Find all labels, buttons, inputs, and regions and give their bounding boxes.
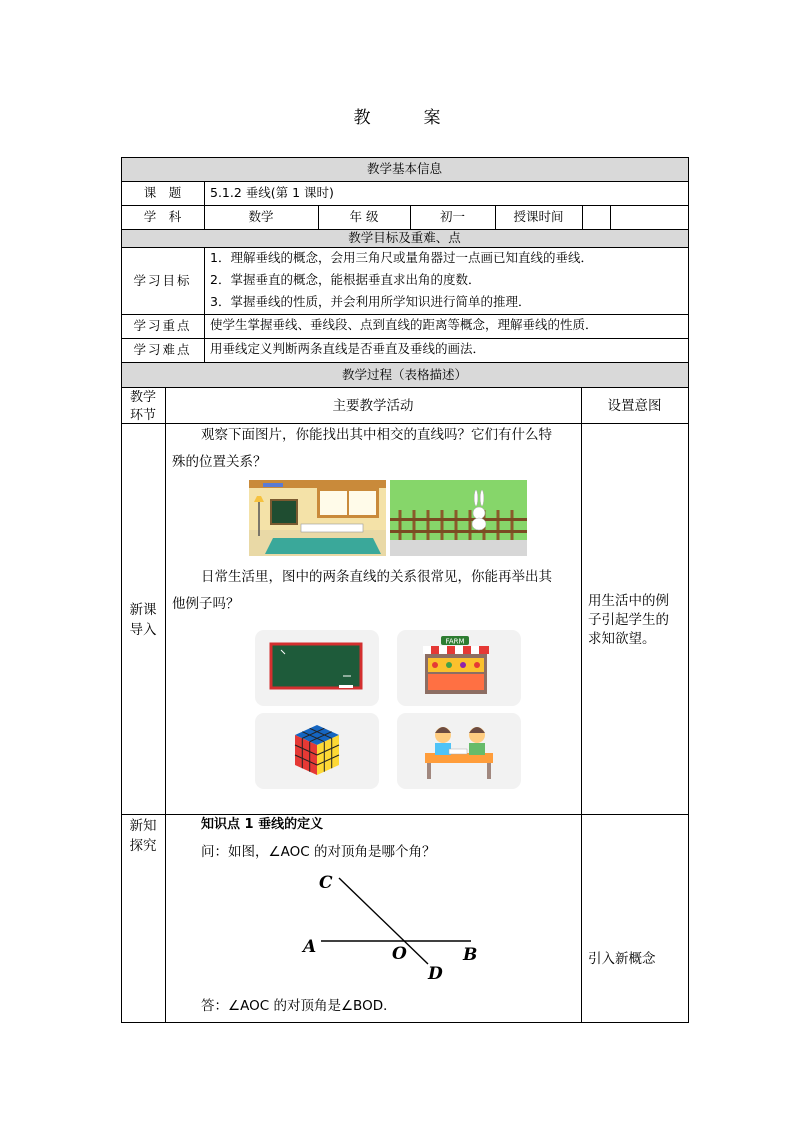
line-cd	[339, 878, 428, 964]
stage-line: 新知	[129, 818, 157, 834]
students-desk-card	[397, 713, 521, 789]
time-label: 授课时间	[513, 209, 564, 224]
blackboard-card	[255, 630, 379, 706]
intro-paragraph-2-line-2: 他例子吗？	[172, 596, 240, 612]
label-c: C	[319, 873, 333, 893]
subject-value: 数学	[248, 209, 274, 224]
stage-line: 新课	[129, 602, 157, 618]
col-stage-line: 环节	[129, 408, 156, 423]
basic-info-header: 教学基本信息	[366, 161, 442, 176]
intent-line: 求知欲望。	[588, 631, 656, 647]
angle-diagram	[295, 868, 495, 986]
farm-sign-text: FARM	[445, 637, 465, 646]
explore-answer: 答：∠AOC 的对顶角是∠BOD．	[201, 998, 397, 1014]
grade-value: 初一	[439, 209, 465, 224]
intro-paragraph-1-line-1: 观察下面图片，你能找出其中相交的直线吗？它们有什么特	[201, 427, 552, 443]
intent-line: 子引起学生的	[588, 612, 669, 628]
label-a: A	[303, 937, 317, 957]
rubiks-cube-card	[255, 713, 379, 789]
intro-paragraph-2-line-1: 日常生活里，图中的两条直线的关系很常见，你能再举出其	[201, 569, 552, 585]
classroom-illustration	[249, 480, 386, 556]
col-stage-line: 教学	[129, 390, 156, 405]
objective-item: 1．理解垂线的概念，会用三角尺或量角器过一点画已知直线的垂线．	[210, 250, 593, 265]
difficulty-value: 用垂线定义判断两条直线是否垂直及垂线的画法．	[210, 341, 486, 356]
process-header: 教学过程（表格描述）	[341, 367, 467, 382]
topic-value: 5.1.2 垂线(第 1 课时)	[210, 185, 334, 200]
explore-intent: 引入新概念	[588, 951, 656, 967]
knowledge-point-title: 知识点 1 垂线的定义	[201, 817, 324, 832]
explore-stage	[121, 816, 165, 856]
grade-label: 年 级	[349, 209, 379, 224]
intent-line: 用生活中的例	[588, 593, 669, 609]
key-label: 学习重点	[133, 318, 192, 333]
difficulty-label: 学习难点	[133, 342, 192, 357]
col-stage-header	[121, 389, 165, 425]
stage-line: 探究	[129, 838, 157, 854]
intro-stage	[121, 600, 165, 640]
objective-item: 2．掌握垂直的概念，能根据垂直求出角的度数．	[210, 272, 481, 287]
intro-intent	[588, 592, 669, 649]
label-d: D	[428, 964, 443, 984]
rabbit-fence-illustration	[390, 480, 527, 556]
explore-question: 问：如图，∠AOC 的对顶角是哪个角？	[201, 844, 436, 860]
key-value: 使学生掌握垂线、垂线段、点到直线的距离等概念，理解垂线的性质．	[210, 317, 598, 332]
objective-item: 3．掌握垂线的性质，并会利用所学知识进行简单的推理．	[210, 294, 531, 309]
goals-header: 教学目标及重难、点	[348, 230, 461, 245]
document-title: 教 案	[353, 108, 459, 128]
stage-line: 导入	[129, 622, 157, 638]
topic-label: 课 题	[143, 185, 182, 200]
intro-paragraph-1-line-2: 殊的位置关系？	[172, 454, 267, 470]
label-o: O	[392, 944, 407, 964]
col-activity-header: 主要教学活动	[332, 398, 414, 414]
col-intent-header: 设置意图	[607, 398, 662, 414]
farm-stall-card	[397, 630, 521, 706]
subject-label: 学 科	[143, 209, 182, 224]
objectives-label: 学习目标	[133, 273, 192, 288]
label-b: B	[463, 945, 478, 965]
